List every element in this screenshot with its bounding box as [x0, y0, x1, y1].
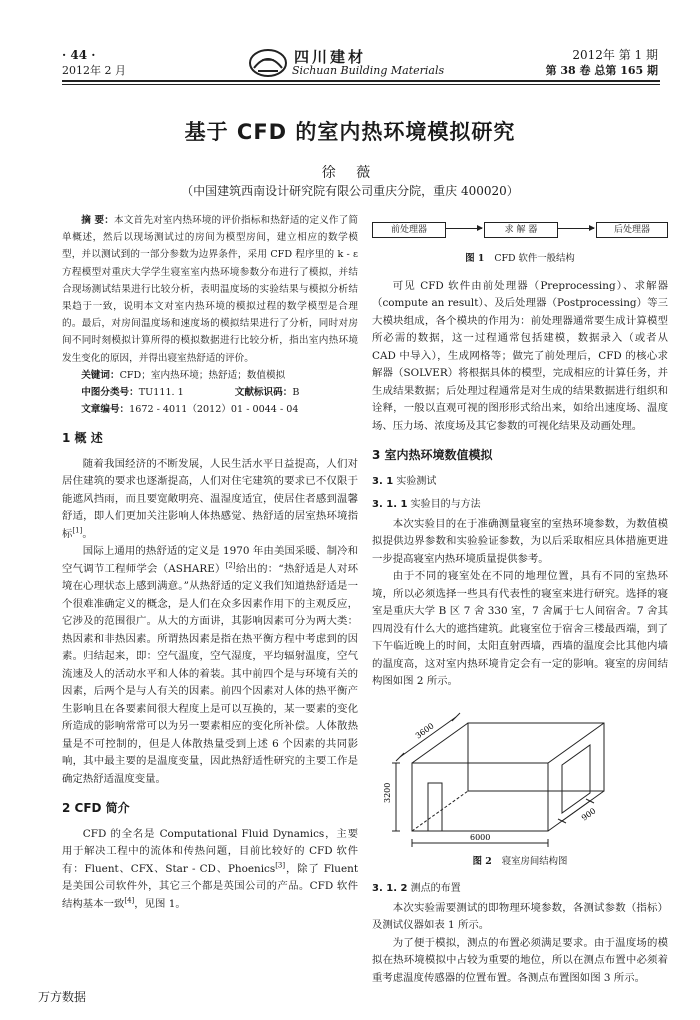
subsection-3-1-title: 实验测试 [396, 475, 437, 487]
article-id [62, 401, 358, 418]
subsection-3-1-1-title: 实验目的与方法 [410, 499, 481, 510]
right-column [372, 214, 668, 987]
year-issue: 2012年 第 1 期 [572, 48, 658, 62]
volume-info: 第 38 卷 总第 165 期 [545, 64, 658, 77]
figure-1-title: CFD 软件一般结构 [494, 253, 575, 264]
dim-900: 900 [579, 805, 598, 823]
subsection-3-1-2-num: 3. 1. 2 [372, 883, 408, 894]
journal-logo-icon [248, 46, 288, 80]
section-3-heading: 3 室内热环境数值模拟 [372, 448, 493, 462]
right-paragraph-1: 可见 CFD 软件由前处理器（Preprocessing）、求解器（compute an result）、及后处理器（Postprocessing）等三大模块组成，各个模块的作用为：前处理器通常要生成计算模型所必需的数据，这一过程通常包括建模，数据录入（或者从 CAD 中导入），生成网格等；做完了前处理后，CFD 的核心求解器（SOLVER）将根据具体的模型，完成相应的计算任务，并生成结果数据；后处理过程通常是对生成的结果数据进行组织和诠释，一般以直观可视的图形形式给出来，如给出速度场、温度场、压力场、浓度场及其它参数的可视化结果及动画处理。 [372, 279, 668, 432]
abstract-label: 摘 要： [81, 215, 115, 226]
flow-arrow-2 [558, 228, 594, 229]
page-number: · 44 · [62, 48, 96, 62]
sec3-paragraph-1: 本次实验目的在于准确测量寝室的室热环境参数，为数值模拟提供边界参数和实验验证参数，为以后采取相应具体措施更进一步提高寝室内热环境质量提供参考。 [372, 517, 668, 565]
header-rule [62, 80, 660, 82]
subsection-3-1-1 [372, 496, 668, 514]
journal-name-cn: 四川建材 [294, 48, 367, 66]
sec1-paragraph-1 [62, 456, 358, 544]
sec3-paragraph-3: 本次实验需要测试的即物理环境参数，各测试参数（指标）及测试仪器如表 1 所示。 [372, 901, 668, 931]
ref-4: [4] [124, 896, 135, 905]
flow-arrow-1 [446, 228, 482, 229]
header-right [546, 48, 658, 78]
watermark: 万方数据 [38, 990, 87, 1004]
sec2-paragraph-1 [62, 826, 358, 914]
sec3-paragraph-2: 由于不同的寝室处在不同的地理位置，具有不同的室热环境，所以必须选择一些具有代表性的寝室来进行研究。选择的寝室是重庆大学 B 区 7 舍 330 室，7 舍属于七人间宿舍。7 舍其四周没有什么大的遮挡建筑。此寝室位于宿舍三楼最西端，到了下午临近晚上的时间，太阳直射西墙，西墙的温度会比其他内墙的温度高，这对室内热环境肯定会有一定的影响。寝室的房间结构图如图 2 所示。 [372, 570, 668, 687]
sec1-p2b: 给出的：“热舒适是人对环境在心理状态上感到满意。”从热舒适的定义我们知道热舒适是一个很难准确定义的概念，是人们在众多因素作用下的主观反应，它涉及的范围很广。从大的方面讲，其影响因素可分为两大类：热因素和非热因素。所谓热因素是指在热平衡方程中考虑到的因素。归结起来，即：空气温度，空气湿度，平均辐射温度，空气流速及人的活动水平和人体的着装。其中前四个是与环境有关的因素，后两个是与人有关的因素。前四个因素对人体的热平衡产生影响且在各要素间很大程度上是可以互换的，某一要素的变化所造成的影响常常可以为另一要素相应的变化所补偿。人体散热量是不可控制的，但是人体散热量受到上述 6 个因素的共同影响，其中最主要的是温度变量，因此热舒适性研究的主要工作是确定热舒适温度变量。 [62, 562, 358, 785]
figure-2-number: 图 2 [472, 855, 492, 867]
flow-box-solver: 求 解 器 [484, 222, 558, 238]
left-column [62, 212, 358, 913]
dim-6000: 6000 [470, 832, 491, 842]
keywords [62, 367, 358, 384]
figure-1-caption [372, 250, 668, 268]
subsection-3-1-num: 3. 1 [372, 475, 394, 487]
abstract-text: 本文首先对室内热环境的评价指标和热舒适的定义作了简单概述，然后以现场测试过的房间为模型房间，建立相应的数学模型，并以测试到的一部分参数为边界条件，采用 CFD 程序里的 k - ε 方程模型对重庆大学学生寝室室内热环境参数分布进行了模拟，并结合现场测试结果进行比较分析，表明温度场的实验结果与模拟分析结果趋于一致，说明本文对室内热环境的模拟过程的数学模型是合理的。最后，对房间温度场和速度场的模拟结果进行了分析，同时对房间不同时刻模拟计算所得的模拟数据进行比较分析，指出室内热环境发生变化的原因，并得出寝室热舒适的评价。 [62, 215, 359, 364]
sec2-p1b: ，除了 Fluent 是美国公司软件外，其它三个都是英国公司的产品。CFD 软件结构基本一致 [62, 862, 359, 910]
sec2-p1a: CFD 的全名是 Computational Fluid Dynamics，主要用于解决工程中的流体和传热问题，目前比较好的 CFD 软件有：Fluent、CFX、Star - CD、Phoenics [62, 827, 358, 875]
sec3-paragraph-4: 为了便于模拟，测点的布置必须满足要求。由于温度场的模拟在热环境模拟中占较为重要的地位，所以在测点布置中必须着重考虑温度传感器的位置布置。各测点布置图如图 3 所示。 [372, 936, 668, 984]
sec1-p1-text: 随着我国经济的不断发展，人民生活水平日益提高，人们对居住建筑的要求也逐渐提高，人们对住宅建筑的要求已不仅限于能遮风挡雨，而且要宽敞明亮、温湿度适宜，使居住者感到温馨舒适，即人们更加关注影响人体热感觉、热舒适的居室热环境指标 [62, 457, 358, 540]
journal-name-en: Sichuan Building Materials [292, 64, 445, 77]
classification-label: 中图分类号： [81, 387, 139, 399]
figure-1-flowchart [372, 218, 668, 246]
dim-3200: 3200 [383, 782, 392, 803]
abstract [62, 212, 358, 367]
sec1-p1-end: 。 [82, 527, 93, 540]
doc-code-value: B [292, 387, 300, 399]
figure-2-caption [372, 853, 668, 871]
ref-3: [3] [275, 861, 286, 870]
ref-2: [2] [225, 561, 236, 570]
subsection-3-1-2-title: 测点的布置 [410, 883, 461, 894]
article-id-label: 文章编号： [81, 404, 130, 416]
subsection-3-1 [372, 473, 668, 491]
room-front-face [412, 763, 548, 831]
figure-1-number: 图 1 [465, 253, 485, 264]
doc-code-label: 文献标识码： [234, 387, 293, 399]
issue-date: 2012年 2 月 [62, 64, 126, 77]
article-id-value: 1672 - 4011（2012）01 - 0044 - 04 [129, 404, 299, 416]
ref-1: [1] [72, 526, 83, 535]
header-left [62, 48, 126, 78]
sec2-p1c: ，见图 1。 [134, 897, 186, 910]
keywords-text: CFD；室内热环境；热舒适；数值模拟 [119, 369, 286, 381]
room-back-face [468, 723, 604, 791]
figure-2-room-diagram [372, 699, 668, 849]
sec1-paragraph-2 [62, 543, 358, 788]
sec1-p2a: 国际上通用的热舒适的定义是 1970 年由美国采暖、制冷和空气调节工程师学会（ASHARE） [62, 545, 358, 575]
classification-value: TU111. 1 [138, 387, 184, 399]
section-1-heading: 1 概 述 [62, 431, 103, 446]
flow-box-postprocessor: 后处理器 [596, 222, 668, 238]
paper-title: 基于 CFD 的室内热环境模拟研究 [184, 120, 516, 144]
dim-3600: 3600 [413, 720, 436, 741]
room-window [562, 745, 590, 813]
header-rule-thin [62, 84, 660, 85]
journal-brand [248, 44, 448, 80]
figure-2-title: 寝室房间结构图 [501, 855, 568, 867]
classification-line [62, 384, 358, 401]
paper-affiliation: （中国建筑西南设计研究院有限公司重庆分院，重庆 400020） [181, 184, 519, 198]
flow-box-preprocessor: 前处理器 [372, 222, 446, 238]
subsection-3-1-1-num: 3. 1. 1 [372, 499, 408, 510]
paper-author: 徐 薇 [321, 165, 379, 181]
room-door [428, 783, 442, 831]
subsection-3-1-2 [372, 880, 668, 898]
keywords-label: 关键词： [81, 369, 120, 381]
section-2-heading: 2 CFD 简介 [62, 801, 130, 816]
